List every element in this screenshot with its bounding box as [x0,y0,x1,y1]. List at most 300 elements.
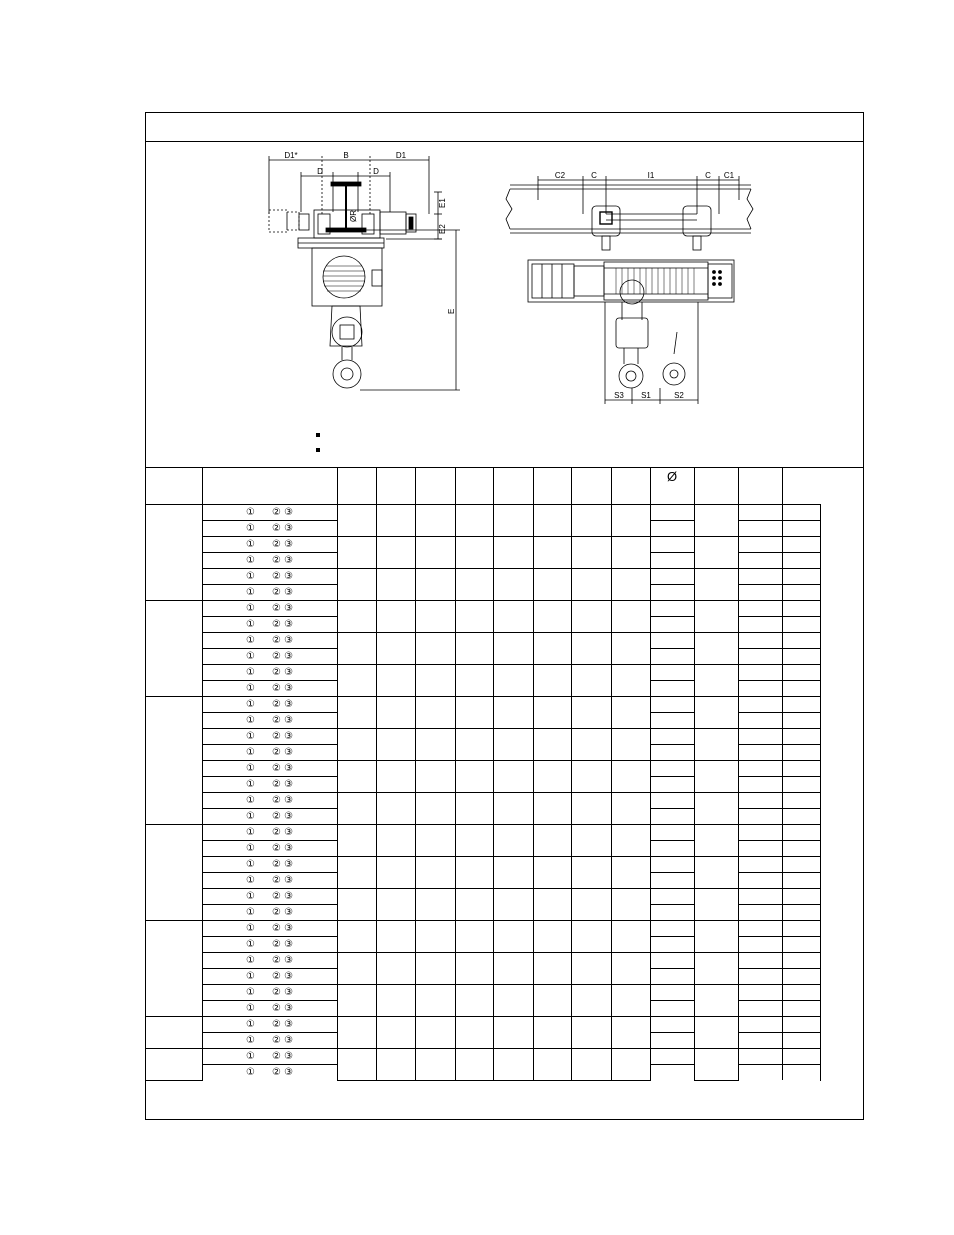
value-cell [820,696,821,728]
value-cell [415,632,455,664]
table-row [146,888,821,904]
value-cell [376,696,415,728]
value-cell [611,952,650,984]
option-mark-3: ③ [284,634,294,646]
group-cell [146,824,202,920]
value-cell [650,1016,694,1032]
option-mark-3: ③ [284,890,294,902]
table-row [146,824,821,840]
value-cell [694,1048,738,1080]
value-cell [455,856,493,888]
option-mark-2: ② [271,986,281,998]
option-cell [202,600,337,616]
value-cell [738,1032,782,1048]
option-mark-2: ② [271,634,281,646]
option-cell [202,936,337,952]
dim-label-e1: E1 [438,198,447,208]
value-cell [337,664,376,696]
option-mark-3: ③ [284,1034,294,1046]
value-cell [493,984,533,1016]
option-mark-2: ② [271,1050,281,1062]
value-cell [694,760,738,792]
option-mark-2: ② [271,730,281,742]
option-mark-1: ① [245,682,255,694]
option-mark-1: ① [245,730,255,742]
value-cell [533,984,571,1016]
option-mark-2: ② [271,826,281,838]
option-cell [202,760,337,776]
value-cell [738,568,782,584]
value-cell [337,792,376,824]
table-row [146,504,821,520]
table-row [146,952,821,968]
value-cell [571,952,611,984]
value-cell [650,696,694,712]
value-cell [650,1064,694,1080]
value-cell [415,696,455,728]
value-cell [650,888,694,904]
value-cell [782,616,820,632]
value-cell [694,1016,738,1048]
value-cell [533,536,571,568]
value-cell [650,552,694,568]
value-cell [455,696,493,728]
value-cell [533,696,571,728]
option-cell [202,824,337,840]
value-cell [650,584,694,600]
header-cell [202,468,337,504]
value-cell [493,824,533,856]
option-cell [202,968,337,984]
value-cell [782,760,820,776]
header-cell [415,468,455,504]
value-cell [650,680,694,696]
value-cell [782,920,820,936]
value-cell [650,936,694,952]
value-cell [376,984,415,1016]
value-cell [694,984,738,1016]
diameter-symbol: Ø [666,469,678,484]
value-cell [337,760,376,792]
value-cell [337,600,376,632]
value-cell [782,536,820,552]
value-cell [493,536,533,568]
option-mark-1: ① [245,506,255,518]
side-view-drawing [269,156,460,390]
option-mark-2: ② [271,554,281,566]
value-cell [337,920,376,952]
option-mark-3: ③ [284,586,294,598]
option-cell [202,984,337,1000]
value-cell [571,984,611,1016]
value-cell [738,776,782,792]
option-cell [202,1064,337,1080]
header-cell [376,468,415,504]
value-cell [611,984,650,1016]
value-cell [376,568,415,600]
option-mark-1: ① [245,810,255,822]
value-cell [533,1048,571,1080]
value-cell [738,808,782,824]
value-cell [455,664,493,696]
option-cell [202,616,337,632]
value-cell [820,600,821,632]
value-cell [455,984,493,1016]
value-cell [650,856,694,872]
group-cell [146,1048,202,1080]
value-cell [611,536,650,568]
value-cell [650,520,694,536]
value-cell [650,504,694,520]
header-cell-diameter [650,468,694,504]
option-mark-3: ③ [284,666,294,678]
value-cell [493,632,533,664]
value-cell [533,1016,571,1048]
value-cell [571,664,611,696]
value-cell [650,904,694,920]
value-cell [611,824,650,856]
option-cell [202,504,337,520]
option-mark-1: ① [245,698,255,710]
option-mark-1: ① [245,762,255,774]
value-cell [571,792,611,824]
value-cell [782,600,820,616]
option-mark-3: ③ [284,1002,294,1014]
option-mark-2: ② [271,1034,281,1046]
table-row [146,920,821,936]
option-mark-3: ③ [284,858,294,870]
value-cell [337,536,376,568]
option-cell [202,888,337,904]
value-cell [376,952,415,984]
option-mark-1: ① [245,938,255,950]
option-cell [202,568,337,584]
option-mark-3: ③ [284,730,294,742]
value-cell [533,504,571,536]
option-mark-3: ③ [284,762,294,774]
value-cell [611,760,650,792]
value-cell [415,504,455,536]
value-cell [376,760,415,792]
value-cell [738,920,782,936]
value-cell [820,504,821,536]
value-cell [571,696,611,728]
value-cell [571,1048,611,1080]
value-cell [820,888,821,920]
value-cell [738,904,782,920]
value-cell [650,712,694,728]
value-cell [820,728,821,760]
value-cell [782,504,820,520]
value-cell [455,1016,493,1048]
option-mark-3: ③ [284,1066,294,1078]
value-cell [782,872,820,888]
value-cell [650,616,694,632]
dim-label-c-left: C [591,171,597,180]
option-mark-3: ③ [284,842,294,854]
table-row [146,728,821,744]
value-cell [738,1016,782,1032]
option-mark-1: ① [245,634,255,646]
value-cell [650,1000,694,1016]
value-cell [782,568,820,584]
value-cell [533,728,571,760]
option-mark-3: ③ [284,986,294,998]
value-cell [611,1048,650,1080]
value-cell [493,792,533,824]
value-cell [694,856,738,888]
option-mark-1: ① [245,778,255,790]
option-mark-1: ① [245,618,255,630]
value-cell [455,536,493,568]
value-cell [782,856,820,872]
value-cell [571,536,611,568]
drawing-area [146,142,863,468]
option-mark-2: ② [271,890,281,902]
dimension-table [146,468,821,1081]
value-cell [415,1048,455,1080]
option-mark-2: ② [271,650,281,662]
table-row [146,568,821,584]
option-mark-3: ③ [284,778,294,790]
option-mark-3: ③ [284,1050,294,1062]
value-cell [493,1048,533,1080]
value-cell [650,920,694,936]
value-cell [650,824,694,840]
value-cell [493,920,533,952]
dim-label-s2: S2 [674,391,684,400]
option-mark-3: ③ [284,874,294,886]
value-cell [611,664,650,696]
value-cell [650,632,694,648]
value-cell [415,856,455,888]
option-cell [202,808,337,824]
value-cell [415,1016,455,1048]
value-cell [650,776,694,792]
header-cell [455,468,493,504]
option-mark-1: ① [245,746,255,758]
value-cell [376,824,415,856]
option-mark-1: ① [245,986,255,998]
value-cell [455,888,493,920]
value-cell [738,600,782,616]
note-bullet-2 [316,448,320,452]
value-cell [738,1064,782,1080]
option-mark-1: ① [245,586,255,598]
option-mark-2: ② [271,778,281,790]
option-mark-2: ② [271,602,281,614]
value-cell [493,568,533,600]
dim-label-d1: D1 [395,151,407,160]
option-mark-1: ① [245,570,255,582]
table-row [146,856,821,872]
value-cell [376,1048,415,1080]
front-view-drawing [506,176,753,404]
value-cell [493,728,533,760]
value-cell [738,968,782,984]
value-cell [782,968,820,984]
value-cell [694,888,738,920]
value-cell [337,568,376,600]
value-cell [337,1048,376,1080]
option-mark-2: ② [271,1002,281,1014]
value-cell [650,760,694,776]
table-row [146,600,821,616]
value-cell [782,664,820,680]
title-bar [146,113,863,142]
value-cell [493,1016,533,1048]
value-cell [738,1048,782,1064]
value-cell [611,856,650,888]
value-cell [650,600,694,616]
option-mark-1: ① [245,1034,255,1046]
option-mark-2: ② [271,506,281,518]
value-cell [782,1064,820,1080]
option-cell [202,648,337,664]
table-row [146,1048,821,1064]
dim-label-c-right: C [705,171,711,180]
option-cell [202,664,337,680]
value-cell [650,568,694,584]
option-mark-1: ① [245,602,255,614]
option-mark-1: ① [245,954,255,966]
value-cell [611,568,650,600]
value-cell [738,792,782,808]
group-cell [146,504,202,600]
option-cell [202,584,337,600]
header-cell [782,468,820,504]
option-mark-2: ② [271,682,281,694]
option-mark-3: ③ [284,1018,294,1030]
option-mark-2: ② [271,698,281,710]
value-cell [782,776,820,792]
option-mark-3: ③ [284,810,294,822]
option-mark-1: ① [245,858,255,870]
value-cell [455,920,493,952]
option-mark-1: ① [245,538,255,550]
value-cell [337,984,376,1016]
dim-label-s3: S3 [614,391,624,400]
value-cell [337,856,376,888]
value-cell [455,728,493,760]
value-cell [337,632,376,664]
option-cell [202,776,337,792]
option-mark-2: ② [271,922,281,934]
value-cell [782,888,820,904]
value-cell [782,792,820,808]
option-mark-2: ② [271,714,281,726]
value-cell [820,984,821,1016]
option-mark-2: ② [271,746,281,758]
value-cell [820,856,821,888]
option-mark-2: ② [271,794,281,806]
value-cell [820,664,821,696]
value-cell [611,696,650,728]
option-mark-2: ② [271,522,281,534]
option-mark-2: ② [271,906,281,918]
value-cell [694,504,738,536]
header-cell [571,468,611,504]
table-row [146,696,821,712]
value-cell [738,552,782,568]
value-cell [376,1016,415,1048]
value-cell [782,632,820,648]
value-cell [650,1032,694,1048]
value-cell [782,840,820,856]
value-cell [337,952,376,984]
value-cell [493,664,533,696]
value-cell [611,632,650,664]
value-cell [694,824,738,856]
option-mark-1: ① [245,554,255,566]
option-mark-2: ② [271,762,281,774]
header-cell [493,468,533,504]
value-cell [782,712,820,728]
value-cell [376,632,415,664]
value-cell [533,824,571,856]
value-cell [738,632,782,648]
value-cell [376,888,415,920]
table-row [146,792,821,808]
value-cell [571,920,611,952]
value-cell [782,728,820,744]
option-mark-1: ① [245,666,255,678]
group-cell [146,696,202,824]
table-row [146,536,821,552]
option-cell [202,920,337,936]
value-cell [738,872,782,888]
value-cell [337,888,376,920]
value-cell [694,536,738,568]
value-cell [738,584,782,600]
value-cell [738,840,782,856]
value-cell [415,984,455,1016]
header-cell [337,468,376,504]
option-mark-3: ③ [284,682,294,694]
option-cell [202,952,337,968]
value-cell [376,856,415,888]
value-cell [782,904,820,920]
option-mark-3: ③ [284,538,294,550]
value-cell [493,600,533,632]
value-cell [738,680,782,696]
value-cell [337,728,376,760]
value-cell [611,888,650,920]
value-cell [694,792,738,824]
option-mark-1: ① [245,842,255,854]
value-cell [820,760,821,792]
option-mark-2: ② [271,970,281,982]
value-cell [782,824,820,840]
value-cell [533,664,571,696]
value-cell [738,536,782,552]
value-cell [782,936,820,952]
dim-label-e: E [447,308,456,314]
value-cell [571,760,611,792]
value-cell [455,760,493,792]
option-mark-3: ③ [284,554,294,566]
value-cell [694,568,738,600]
dim-label-i1: I1 [647,171,655,180]
value-cell [782,1048,820,1064]
option-mark-1: ① [245,1050,255,1062]
value-cell [650,840,694,856]
value-cell [782,744,820,760]
value-cell [455,568,493,600]
value-cell [533,632,571,664]
value-cell [782,648,820,664]
value-cell [820,568,821,600]
